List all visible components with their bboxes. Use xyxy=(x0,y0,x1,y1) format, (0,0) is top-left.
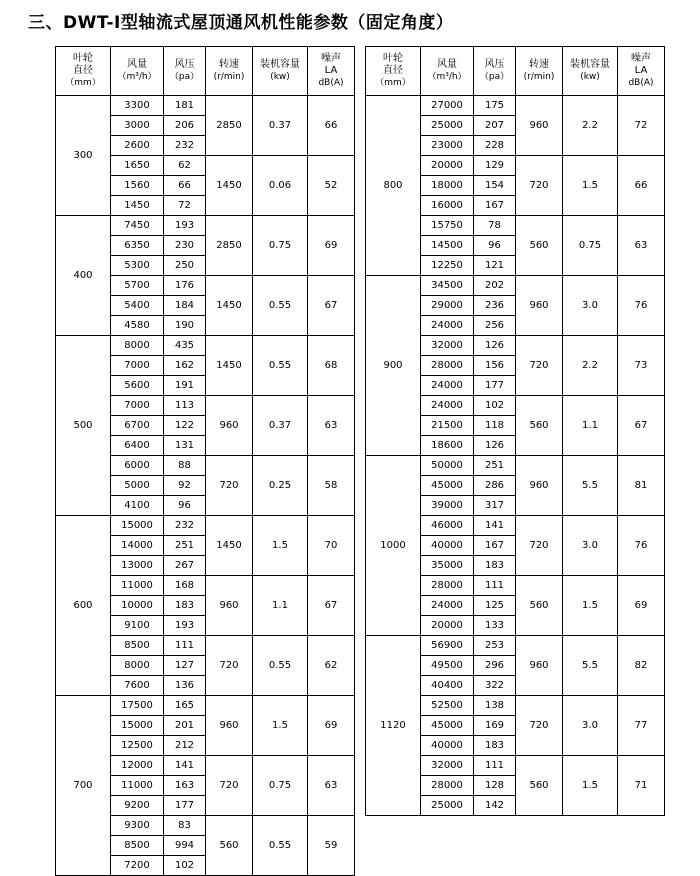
airflow-cell: 21500 xyxy=(421,416,474,436)
airflow-cell: 6700 xyxy=(111,416,164,436)
speed-cell: 1450 xyxy=(206,276,253,336)
airflow-cell: 24000 xyxy=(421,396,474,416)
airflow-cell: 7450 xyxy=(111,216,164,236)
power-cell: 0.55 xyxy=(253,636,308,696)
noise-cell: 67 xyxy=(618,396,665,456)
pressure-cell: 138 xyxy=(474,696,516,716)
pressure-cell: 183 xyxy=(164,596,206,616)
column-header-1: 风量 （m³/h） xyxy=(421,47,474,96)
pressure-cell: 163 xyxy=(164,776,206,796)
pressure-cell: 181 xyxy=(164,96,206,116)
pressure-cell: 102 xyxy=(164,856,206,876)
pressure-cell: 994 xyxy=(164,836,206,856)
pressure-cell: 191 xyxy=(164,376,206,396)
airflow-cell: 14500 xyxy=(421,236,474,256)
airflow-cell: 2600 xyxy=(111,136,164,156)
pressure-cell: 177 xyxy=(474,376,516,396)
speed-cell: 1450 xyxy=(206,156,253,216)
column-header-0: 叶轮 直径 （mm） xyxy=(56,47,111,96)
pressure-cell: 141 xyxy=(474,516,516,536)
pressure-cell: 125 xyxy=(474,596,516,616)
airflow-cell: 5400 xyxy=(111,296,164,316)
noise-cell: 58 xyxy=(308,456,355,516)
noise-cell: 73 xyxy=(618,336,665,396)
power-cell: 3.0 xyxy=(563,516,618,576)
airflow-cell: 10000 xyxy=(111,596,164,616)
pressure-cell: 202 xyxy=(474,276,516,296)
airflow-cell: 7600 xyxy=(111,676,164,696)
pressure-cell: 128 xyxy=(474,776,516,796)
impeller-diameter-cell: 1000 xyxy=(366,456,421,636)
speed-cell: 960 xyxy=(516,276,563,336)
airflow-cell: 11000 xyxy=(111,776,164,796)
power-cell: 0.25 xyxy=(253,456,308,516)
noise-cell: 82 xyxy=(618,636,665,696)
speed-cell: 720 xyxy=(206,456,253,516)
airflow-cell: 52500 xyxy=(421,696,474,716)
speed-cell: 560 xyxy=(516,396,563,456)
noise-cell: 76 xyxy=(618,276,665,336)
pressure-cell: 251 xyxy=(164,536,206,556)
airflow-cell: 49500 xyxy=(421,656,474,676)
pressure-cell: 127 xyxy=(164,656,206,676)
noise-cell: 76 xyxy=(618,516,665,576)
pressure-cell: 212 xyxy=(164,736,206,756)
pressure-cell: 317 xyxy=(474,496,516,516)
speed-cell: 720 xyxy=(516,336,563,396)
table-header-right xyxy=(366,47,665,96)
airflow-cell: 12250 xyxy=(421,256,474,276)
noise-cell: 63 xyxy=(308,396,355,456)
speed-cell: 2850 xyxy=(206,216,253,276)
airflow-cell: 32000 xyxy=(421,756,474,776)
pressure-cell: 62 xyxy=(164,156,206,176)
pressure-cell: 256 xyxy=(474,316,516,336)
pressure-cell: 141 xyxy=(164,756,206,776)
speed-cell: 560 xyxy=(516,756,563,816)
column-header-0: 叶轮 直径 （mm） xyxy=(366,47,421,96)
power-cell: 3.0 xyxy=(563,276,618,336)
speed-cell: 960 xyxy=(516,96,563,156)
pressure-cell: 92 xyxy=(164,476,206,496)
airflow-cell: 11000 xyxy=(111,576,164,596)
pressure-cell: 232 xyxy=(164,136,206,156)
speed-cell: 1450 xyxy=(206,516,253,576)
airflow-cell: 8000 xyxy=(111,336,164,356)
pressure-cell: 142 xyxy=(474,796,516,816)
impeller-diameter-cell: 300 xyxy=(56,96,111,216)
speed-cell: 2850 xyxy=(206,96,253,156)
noise-cell: 66 xyxy=(618,156,665,216)
power-cell: 3.0 xyxy=(563,696,618,756)
speed-cell: 720 xyxy=(206,636,253,696)
power-cell: 1.5 xyxy=(253,516,308,576)
pressure-cell: 154 xyxy=(474,176,516,196)
column-header-5: 噪声 LA dB(A) xyxy=(308,47,355,96)
pressure-cell: 177 xyxy=(164,796,206,816)
column-header-1: 风量 （m³/h） xyxy=(111,47,164,96)
pressure-cell: 296 xyxy=(474,656,516,676)
pressure-cell: 111 xyxy=(474,756,516,776)
pressure-cell: 122 xyxy=(164,416,206,436)
airflow-cell: 5600 xyxy=(111,376,164,396)
pressure-cell: 190 xyxy=(164,316,206,336)
airflow-cell: 6400 xyxy=(111,436,164,456)
noise-cell: 70 xyxy=(308,516,355,576)
noise-cell: 81 xyxy=(618,456,665,516)
impeller-diameter-cell: 800 xyxy=(366,96,421,276)
pressure-cell: 184 xyxy=(164,296,206,316)
airflow-cell: 3300 xyxy=(111,96,164,116)
table-header-row xyxy=(56,47,355,96)
noise-cell: 71 xyxy=(618,756,665,816)
table-row xyxy=(56,516,355,536)
airflow-cell: 15000 xyxy=(111,516,164,536)
airflow-cell: 1450 xyxy=(111,196,164,216)
speed-cell: 720 xyxy=(206,756,253,816)
airflow-cell: 39000 xyxy=(421,496,474,516)
pressure-cell: 121 xyxy=(474,256,516,276)
airflow-cell: 14000 xyxy=(111,536,164,556)
pressure-cell: 167 xyxy=(474,536,516,556)
pressure-cell: 183 xyxy=(474,556,516,576)
pressure-cell: 193 xyxy=(164,216,206,236)
airflow-cell: 23000 xyxy=(421,136,474,156)
pressure-cell: 111 xyxy=(164,636,206,656)
noise-cell: 63 xyxy=(618,216,665,276)
pressure-cell: 201 xyxy=(164,716,206,736)
noise-cell: 67 xyxy=(308,576,355,636)
pressure-cell: 207 xyxy=(474,116,516,136)
pressure-cell: 267 xyxy=(164,556,206,576)
power-cell: 2.2 xyxy=(563,96,618,156)
pressure-cell: 111 xyxy=(474,576,516,596)
column-header-3: 转速 (r/min) xyxy=(516,47,563,96)
airflow-cell: 18600 xyxy=(421,436,474,456)
pressure-cell: 228 xyxy=(474,136,516,156)
speed-cell: 960 xyxy=(206,576,253,636)
airflow-cell: 5000 xyxy=(111,476,164,496)
noise-cell: 69 xyxy=(308,216,355,276)
airflow-cell: 34500 xyxy=(421,276,474,296)
airflow-cell: 46000 xyxy=(421,516,474,536)
speed-cell: 720 xyxy=(516,156,563,216)
column-header-3: 转速 (r/min) xyxy=(206,47,253,96)
airflow-cell: 24000 xyxy=(421,376,474,396)
table-row xyxy=(56,696,355,716)
speed-cell: 960 xyxy=(516,456,563,516)
pressure-cell: 83 xyxy=(164,816,206,836)
airflow-cell: 9300 xyxy=(111,816,164,836)
airflow-cell: 7200 xyxy=(111,856,164,876)
pressure-cell: 66 xyxy=(164,176,206,196)
airflow-cell: 7000 xyxy=(111,396,164,416)
speed-cell: 1450 xyxy=(206,336,253,396)
power-cell: 0.55 xyxy=(253,276,308,336)
pressure-cell: 88 xyxy=(164,456,206,476)
page-title: 三、DWT-I型轴流式屋顶通风机性能参数（固定角度） xyxy=(28,13,454,33)
airflow-cell: 24000 xyxy=(421,316,474,336)
airflow-cell: 5700 xyxy=(111,276,164,296)
airflow-cell: 18000 xyxy=(421,176,474,196)
impeller-diameter-cell: 500 xyxy=(56,336,111,516)
airflow-cell: 1650 xyxy=(111,156,164,176)
noise-cell: 72 xyxy=(618,96,665,156)
pressure-cell: 78 xyxy=(474,216,516,236)
airflow-cell: 24000 xyxy=(421,596,474,616)
performance-table-right xyxy=(365,46,665,816)
noise-cell: 69 xyxy=(618,576,665,636)
airflow-cell: 5300 xyxy=(111,256,164,276)
pressure-cell: 435 xyxy=(164,336,206,356)
table-body-right xyxy=(366,96,665,816)
pressure-cell: 193 xyxy=(164,616,206,636)
power-cell: 5.5 xyxy=(563,456,618,516)
power-cell: 0.37 xyxy=(253,96,308,156)
noise-cell: 77 xyxy=(618,696,665,756)
airflow-cell: 12500 xyxy=(111,736,164,756)
pressure-cell: 183 xyxy=(474,736,516,756)
noise-cell: 67 xyxy=(308,276,355,336)
airflow-cell: 50000 xyxy=(421,456,474,476)
pressure-cell: 169 xyxy=(474,716,516,736)
pressure-cell: 136 xyxy=(164,676,206,696)
pressure-cell: 206 xyxy=(164,116,206,136)
impeller-diameter-cell: 700 xyxy=(56,696,111,876)
noise-cell: 63 xyxy=(308,756,355,816)
airflow-cell: 40400 xyxy=(421,676,474,696)
noise-cell: 68 xyxy=(308,336,355,396)
power-cell: 0.06 xyxy=(253,156,308,216)
airflow-cell: 45000 xyxy=(421,716,474,736)
noise-cell: 59 xyxy=(308,816,355,876)
table-row xyxy=(366,96,665,116)
power-cell: 1.1 xyxy=(563,396,618,456)
airflow-cell: 12000 xyxy=(111,756,164,776)
performance-table-left xyxy=(55,46,355,876)
speed-cell: 560 xyxy=(516,576,563,636)
impeller-diameter-cell: 600 xyxy=(56,516,111,696)
airflow-cell: 15000 xyxy=(111,716,164,736)
impeller-diameter-cell: 900 xyxy=(366,276,421,456)
speed-cell: 960 xyxy=(206,396,253,456)
power-cell: 1.5 xyxy=(563,576,618,636)
speed-cell: 560 xyxy=(516,216,563,276)
airflow-cell: 20000 xyxy=(421,616,474,636)
airflow-cell: 25000 xyxy=(421,116,474,136)
power-cell: 0.55 xyxy=(253,816,308,876)
pressure-cell: 113 xyxy=(164,396,206,416)
table-row xyxy=(56,216,355,236)
airflow-cell: 17500 xyxy=(111,696,164,716)
left-table-container xyxy=(55,46,355,876)
airflow-cell: 25000 xyxy=(421,796,474,816)
pressure-cell: 250 xyxy=(164,256,206,276)
pressure-cell: 230 xyxy=(164,236,206,256)
column-header-2: 风压 （pa） xyxy=(164,47,206,96)
airflow-cell: 32000 xyxy=(421,336,474,356)
noise-cell: 62 xyxy=(308,636,355,696)
power-cell: 0.37 xyxy=(253,396,308,456)
airflow-cell: 3000 xyxy=(111,116,164,136)
pressure-cell: 236 xyxy=(474,296,516,316)
power-cell: 1.5 xyxy=(253,696,308,756)
airflow-cell: 29000 xyxy=(421,296,474,316)
power-cell: 0.75 xyxy=(253,756,308,816)
airflow-cell: 8000 xyxy=(111,656,164,676)
airflow-cell: 28000 xyxy=(421,576,474,596)
impeller-diameter-cell: 1120 xyxy=(366,636,421,816)
pressure-cell: 175 xyxy=(474,96,516,116)
speed-cell: 960 xyxy=(516,636,563,696)
pressure-cell: 253 xyxy=(474,636,516,656)
airflow-cell: 15750 xyxy=(421,216,474,236)
power-cell: 1.1 xyxy=(253,576,308,636)
pressure-cell: 232 xyxy=(164,516,206,536)
pressure-cell: 167 xyxy=(474,196,516,216)
column-header-2: 风压 （pa） xyxy=(474,47,516,96)
speed-cell: 960 xyxy=(206,696,253,756)
pressure-cell: 165 xyxy=(164,696,206,716)
airflow-cell: 40000 xyxy=(421,736,474,756)
airflow-cell: 35000 xyxy=(421,556,474,576)
power-cell: 5.5 xyxy=(563,636,618,696)
airflow-cell: 6350 xyxy=(111,236,164,256)
airflow-cell: 45000 xyxy=(421,476,474,496)
airflow-cell: 7000 xyxy=(111,356,164,376)
airflow-cell: 28000 xyxy=(421,356,474,376)
pressure-cell: 286 xyxy=(474,476,516,496)
pressure-cell: 118 xyxy=(474,416,516,436)
airflow-cell: 6000 xyxy=(111,456,164,476)
table-header-left xyxy=(56,47,355,96)
table-row xyxy=(366,456,665,476)
speed-cell: 560 xyxy=(206,816,253,876)
table-row xyxy=(366,276,665,296)
airflow-cell: 20000 xyxy=(421,156,474,176)
pressure-cell: 133 xyxy=(474,616,516,636)
airflow-cell: 27000 xyxy=(421,96,474,116)
column-header-4: 装机容量 (kw) xyxy=(253,47,308,96)
pressure-cell: 126 xyxy=(474,336,516,356)
power-cell: 0.55 xyxy=(253,336,308,396)
pressure-cell: 96 xyxy=(474,236,516,256)
noise-cell: 69 xyxy=(308,696,355,756)
pressure-cell: 72 xyxy=(164,196,206,216)
airflow-cell: 9200 xyxy=(111,796,164,816)
speed-cell: 720 xyxy=(516,696,563,756)
table-row xyxy=(366,636,665,656)
pressure-cell: 322 xyxy=(474,676,516,696)
airflow-cell: 4580 xyxy=(111,316,164,336)
impeller-diameter-cell: 400 xyxy=(56,216,111,336)
column-header-5: 噪声 LA dB(A) xyxy=(618,47,665,96)
pressure-cell: 168 xyxy=(164,576,206,596)
airflow-cell: 56900 xyxy=(421,636,474,656)
pressure-cell: 176 xyxy=(164,276,206,296)
airflow-cell: 16000 xyxy=(421,196,474,216)
pressure-cell: 156 xyxy=(474,356,516,376)
airflow-cell: 8500 xyxy=(111,836,164,856)
pressure-cell: 131 xyxy=(164,436,206,456)
airflow-cell: 13000 xyxy=(111,556,164,576)
airflow-cell: 4100 xyxy=(111,496,164,516)
table-body-left xyxy=(56,96,355,876)
airflow-cell: 8500 xyxy=(111,636,164,656)
speed-cell: 720 xyxy=(516,516,563,576)
airflow-cell: 9100 xyxy=(111,616,164,636)
pressure-cell: 126 xyxy=(474,436,516,456)
pressure-cell: 129 xyxy=(474,156,516,176)
right-table-container xyxy=(365,46,665,816)
column-header-4: 装机容量 (kw) xyxy=(563,47,618,96)
pressure-cell: 251 xyxy=(474,456,516,476)
power-cell: 2.2 xyxy=(563,336,618,396)
table-row xyxy=(56,336,355,356)
table-header-row xyxy=(366,47,665,96)
power-cell: 0.75 xyxy=(563,216,618,276)
power-cell: 1.5 xyxy=(563,756,618,816)
noise-cell: 52 xyxy=(308,156,355,216)
pressure-cell: 162 xyxy=(164,356,206,376)
pressure-cell: 96 xyxy=(164,496,206,516)
airflow-cell: 40000 xyxy=(421,536,474,556)
power-cell: 1.5 xyxy=(563,156,618,216)
power-cell: 0.75 xyxy=(253,216,308,276)
pressure-cell: 102 xyxy=(474,396,516,416)
airflow-cell: 28000 xyxy=(421,776,474,796)
noise-cell: 66 xyxy=(308,96,355,156)
table-row xyxy=(56,96,355,116)
airflow-cell: 1560 xyxy=(111,176,164,196)
